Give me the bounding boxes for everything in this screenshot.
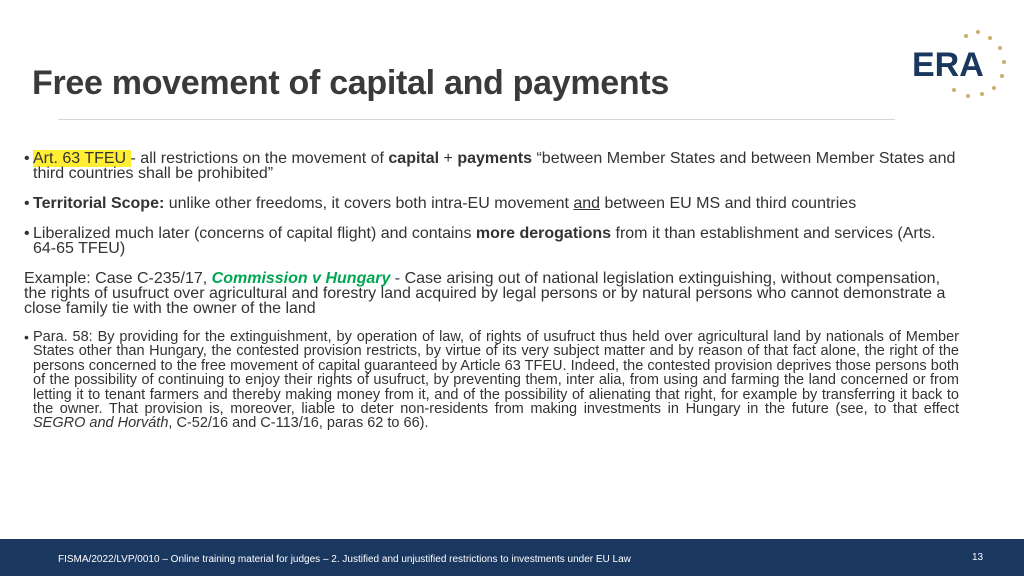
footer-bar [0,539,1024,576]
logo-text: ERA [912,46,984,84]
bullet-liberalized: • Liberalized much later (concerns of capital flight) and contains more derogations from it than establishment and services (Arts. 64-65 TFEU) [24,225,936,257]
footer-text: FISMA/2022/LVP/0010 – Online training material for judges – 2. Justified and unjustified restrictions to investments under EU Law [58,554,631,565]
bullet-para58: • Para. 58: By providing for the extinguishment, by operation of law, of rights of usufruct thus held over agricultural land by nationals of Member States other than Hungary, the contested provision restricts, by virtue of its very subject matter and by reason of that fact alone, the right of the persons concerned to the free movement of capital guaranteed by Article 63 TFEU. Indeed, the contested provision deprives those persons both of the possibility of continuing to enjoy their rights of usufruct, by preventing them, inter alia, from using and farming the land concerned or from letting it to tenant farmers and thereby making money from it, and of the possibility of alienating that right, for example by transferring it back to the owner. That provision is, moreover, liable to deter non-residents from making investments in Hungary in the future (see, to that effect SEGRO and Horváth, C-52/16 and C-113/16, paras 62 to 66). [24,329,959,432]
title-divider [58,119,895,120]
bullet-territorial-scope: • Territorial Scope: unlike other freedoms, it covers both intra-EU movement and between EU MS and third countries [24,195,857,212]
slide-body [24,151,959,431]
case-name: Commission v Hungary [211,270,391,287]
highlight-art63: Art. 63 TFEU [33,150,131,167]
bullet-art63: • Art. 63 TFEU - all restrictions on the movement of capital + payments “between Member States and between Member States and third countries shall be prohibited” [24,150,956,182]
example-case: Example: Case C-235/17, Commission v Hungary - Case arising out of national legislation extinguishing, without compensation, the rights of usufruct over agricultural and forestry land acquired by legal persons or by natural persons who cannot demonstrate a close family tie with the owner of the land [24,270,946,317]
slide-title: Free movement of capital and payments [32,64,669,102]
page-number: 13 [972,552,984,563]
era-logo [906,26,1012,102]
